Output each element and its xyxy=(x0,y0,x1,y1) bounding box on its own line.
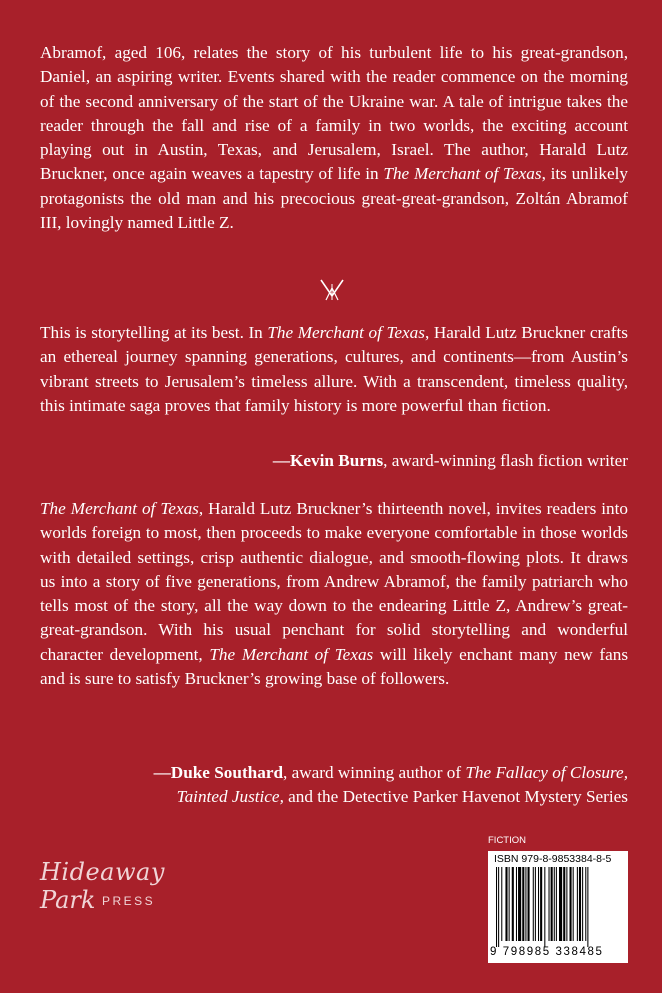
review2-text-b: will likely enchant many new fans and is sure to satisfy Bruckner’s growing base of followers. xyxy=(40,644,629,689)
review2-book1: The Fallacy of Closure, xyxy=(465,763,628,782)
review2-book2: Tainted Justice, xyxy=(176,787,284,807)
fleuron-ornament-icon xyxy=(318,278,346,302)
review2-credential-a: , award winning author of xyxy=(283,763,466,782)
barcode-bar xyxy=(566,867,567,941)
barcode-bar xyxy=(525,867,526,941)
review2-title-mid: The Merchant of Texas xyxy=(209,644,374,664)
review1-author: Kevin Burns xyxy=(290,451,384,470)
review1-credential: , award-winning flash fiction writer xyxy=(383,451,628,470)
publisher-logo xyxy=(40,858,170,928)
barcode-bar xyxy=(509,867,510,941)
barcode-bar xyxy=(577,867,578,941)
review1-text-b: , Harald Lutz Bruckner crafts an ethereal journey spanning generations, cultures, and continents—from Austin’s vibrant streets to Jerusalem’s timeless allure. With a transcendent, timeless quality, this intimate saga proves that family history is more powerful than fiction. xyxy=(40,323,628,415)
review-kevin-burns xyxy=(40,321,628,418)
review2-dash: — xyxy=(153,763,171,782)
review-duke-southard xyxy=(40,497,628,691)
isbn-label: ISBN 979-8-9853384-8-5 xyxy=(494,853,612,865)
review2-credential-b: and the Detective Parker Havenot Mystery Series xyxy=(283,787,628,807)
publisher-line1: Hideaway xyxy=(40,858,165,886)
barcode-bar xyxy=(501,867,502,941)
barcode-bar xyxy=(563,867,565,941)
synopsis-text-b: , its unlikely protagonists the old man and his precocious great-great-grandson, Zoltán Abramof III, lovingly named Little Z. xyxy=(40,164,628,233)
barcode-bar xyxy=(496,867,497,947)
review1-book-title: The Merchant of Texas xyxy=(267,323,425,342)
synopsis-paragraph xyxy=(40,41,628,235)
review1-attribution xyxy=(273,449,628,473)
barcode-bar xyxy=(518,867,521,941)
barcode-bar xyxy=(585,867,586,941)
barcode-bar xyxy=(579,867,581,941)
barcode-digits: 9 798985 338485 xyxy=(490,946,604,958)
barcode-bar xyxy=(573,867,574,941)
barcode-bar xyxy=(535,867,536,941)
barcode-bar xyxy=(538,867,539,941)
publisher-line2: Park xyxy=(40,886,96,914)
review2-author: Duke Southard xyxy=(170,763,284,782)
barcode-bar xyxy=(498,867,499,947)
barcode-bar xyxy=(559,867,562,941)
barcode-bar xyxy=(512,867,514,941)
barcode-block xyxy=(488,835,628,965)
barcode-panel xyxy=(488,851,628,963)
barcode-bar xyxy=(516,867,517,941)
barcode-bar xyxy=(587,867,588,947)
barcode-bar xyxy=(582,867,583,941)
review1-dash: — xyxy=(272,451,291,470)
barcode-bars xyxy=(494,867,622,947)
category-label: FICTION xyxy=(488,835,526,846)
barcode-bar xyxy=(533,867,534,941)
barcode-bar xyxy=(570,867,572,941)
barcode-bar xyxy=(551,867,553,941)
review2-text-a: , Harald Lutz Bruckner’s thirteenth novel, invites readers into worlds foreign to most, then proceeds to make everyone comfortable in those worlds with detailed settings, crisp authentic dialogue, and smooth-flowing plots. It draws us into a story of five generations, from Andrew Abramof, the family patriarch who tells most of the story, all the way down to the endearing Little Z, Andrew’s great-great-grandson. With his usual penchant for solid storytelling and wonderful character development, xyxy=(40,499,628,664)
barcode-bar xyxy=(522,867,524,941)
review1-text-a: This is storytelling at its best. In xyxy=(40,323,268,342)
barcode-bar xyxy=(528,867,530,941)
barcode-bar xyxy=(554,867,555,941)
barcode-bar xyxy=(549,867,550,941)
review2-attribution xyxy=(68,761,628,810)
review2-title-lead: The Merchant of Texas xyxy=(40,499,199,518)
publisher-line3: PRESS xyxy=(102,894,156,908)
synopsis-book-title: The Merchant of Texas xyxy=(383,164,542,184)
barcode-bar xyxy=(556,867,557,941)
barcode-bar xyxy=(540,867,542,941)
barcode-bar xyxy=(544,867,545,947)
synopsis-text-a: Abramof, aged 106, relates the story of his turbulent life to his great-grandson, Daniel, an aspiring writer. Events shared with the reader commence on the morning of the second anniversary of the start of the Ukraine war. A tale of intrigue takes the reader through the fall and rise of a family in two worlds, the exciting account playing out in Austin, Texas, and Jerusalem, Israel. The author, Harald Lutz Bruckner, once again weaves a tapestry of life in xyxy=(40,43,628,184)
barcode-bar xyxy=(505,867,507,941)
